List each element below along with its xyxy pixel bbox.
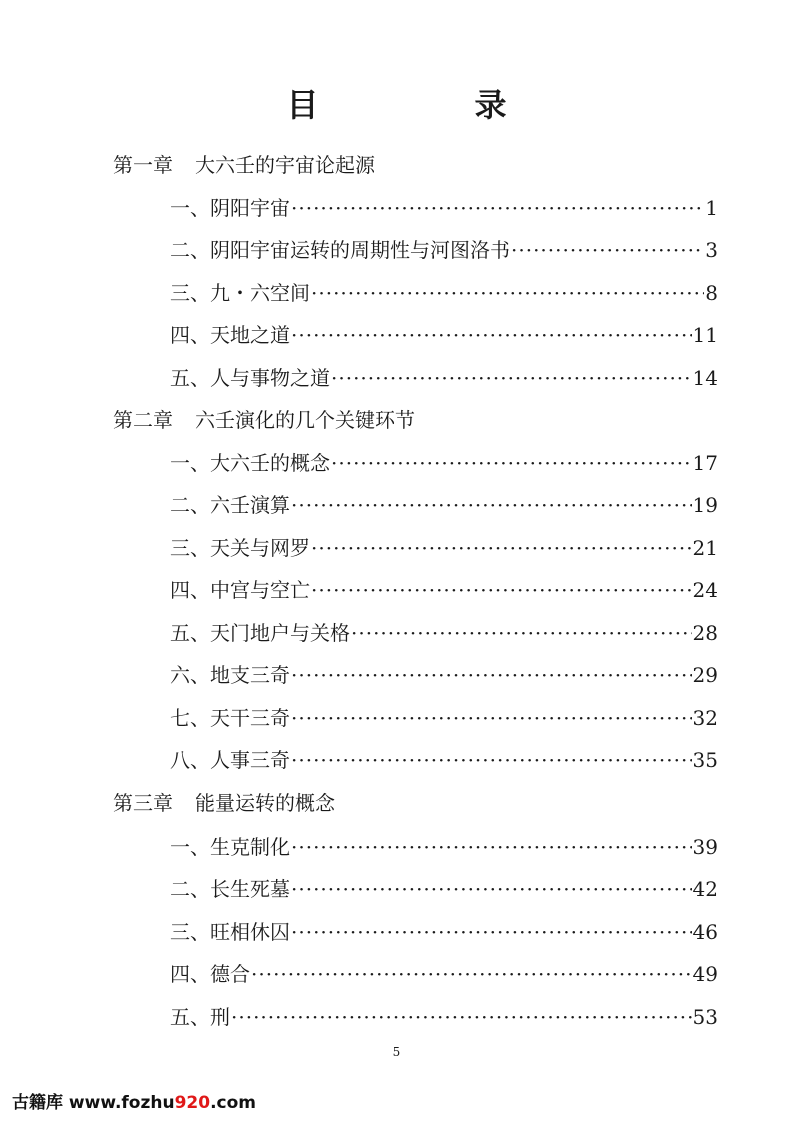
toc-entry-label: 五、天门地户与关格: [170, 621, 350, 645]
toc-entry[interactable]: [170, 1003, 718, 1031]
toc-entry-label: 六、地支三奇: [170, 663, 290, 687]
page-title: 目 录: [286, 86, 569, 124]
toc-entry[interactable]: [170, 491, 718, 519]
toc-entry-label: 四、中宫与空亡: [170, 578, 310, 602]
toc-entry-page: 29: [692, 663, 718, 687]
toc-entry-label: 一、大六壬的概念: [170, 451, 330, 475]
dot-leader: [251, 960, 692, 988]
dot-leader: [291, 321, 692, 349]
dot-leader: [291, 918, 692, 946]
toc-entry[interactable]: [170, 704, 718, 732]
dot-leader: [291, 491, 692, 519]
toc-entry-label: 三、九・六空间: [170, 281, 310, 305]
toc-entry-page: 3: [705, 238, 718, 262]
toc-entry-label: 二、六壬演算: [170, 493, 290, 517]
toc-entry-label: 七、天干三奇: [170, 706, 290, 730]
chapter-number: 第一章: [113, 153, 173, 177]
chapter-number: 第三章: [113, 791, 173, 815]
toc-entry[interactable]: [170, 534, 718, 562]
dot-leader: [291, 704, 692, 732]
toc-entry-page: 24: [692, 578, 718, 602]
toc-entry-page: 35: [692, 748, 718, 772]
chapter-heading: [113, 406, 415, 434]
toc-entry[interactable]: [170, 661, 718, 689]
watermark-tld: .com: [210, 1093, 257, 1113]
dot-leader: [511, 236, 704, 264]
chapter-heading: [113, 789, 335, 817]
toc-entry-label: 五、人与事物之道: [170, 366, 330, 390]
dot-leader: [311, 576, 692, 604]
toc-entry[interactable]: [170, 960, 718, 988]
toc-entry[interactable]: [170, 364, 718, 392]
dot-leader: [331, 364, 692, 392]
page-number: 5: [392, 1045, 401, 1059]
toc-entry-label: 五、刑: [170, 1005, 230, 1029]
chapter-title: 能量运转的概念: [195, 791, 335, 815]
toc-entry[interactable]: [170, 833, 718, 861]
toc-entry[interactable]: [170, 576, 718, 604]
toc-entry-page: 32: [692, 706, 718, 730]
toc-entry[interactable]: [170, 279, 718, 307]
toc-entry-page: 21: [692, 536, 718, 560]
toc-entry[interactable]: [170, 746, 718, 774]
toc-entry-page: 53: [692, 1005, 718, 1029]
toc-entry-label: 三、天关与网罗: [170, 536, 310, 560]
dot-leader: [291, 746, 692, 774]
toc-entry-page: 46: [692, 920, 718, 944]
dot-leader: [331, 449, 692, 477]
chapter-title: 大六壬的宇宙论起源: [195, 153, 375, 177]
toc-entry-page: 11: [692, 323, 718, 347]
toc-entry[interactable]: [170, 449, 718, 477]
dot-leader: [311, 534, 692, 562]
chapter-heading: [113, 151, 375, 179]
chapter-title: 六壬演化的几个关键环节: [195, 408, 415, 432]
toc-entry-label: 八、人事三奇: [170, 748, 290, 772]
dot-leader: [291, 833, 692, 861]
toc-entry-label: 三、旺相休囚: [170, 920, 290, 944]
watermark-number: 920: [174, 1093, 211, 1113]
toc-entry-label: 二、阴阳宇宙运转的周期性与河图洛书: [170, 238, 510, 262]
toc-entry[interactable]: [170, 918, 718, 946]
dot-leader: [311, 279, 704, 307]
toc-entry-label: 四、天地之道: [170, 323, 290, 347]
dot-leader: [291, 661, 692, 689]
toc-entry[interactable]: [170, 619, 718, 647]
toc-entry-page: 14: [692, 366, 718, 390]
toc-entry[interactable]: [170, 236, 718, 264]
toc-entry-page: 17: [692, 451, 718, 475]
toc-entry[interactable]: [170, 321, 718, 349]
toc-entry-label: 一、生克制化: [170, 835, 290, 859]
chapter-number: 第二章: [113, 408, 173, 432]
toc-entry-page: 28: [692, 621, 718, 645]
toc-entry-label: 二、长生死墓: [170, 877, 290, 901]
watermark: [12, 1088, 256, 1113]
toc-entry-page: 1: [705, 196, 718, 220]
dot-leader: [291, 875, 692, 903]
dot-leader: [351, 619, 692, 647]
toc-entry[interactable]: [170, 194, 718, 222]
dot-leader: [291, 194, 704, 222]
toc-entry-page: 19: [692, 493, 718, 517]
toc-entry-page: 49: [692, 962, 718, 986]
toc-entry-label: 四、德合: [170, 962, 250, 986]
watermark-site: 古籍库 www.fozhu: [12, 1093, 175, 1113]
toc-entry-label: 一、阴阳宇宙: [170, 196, 290, 220]
toc-entry[interactable]: [170, 875, 718, 903]
toc-entry-page: 8: [705, 281, 718, 305]
dot-leader: [231, 1003, 692, 1031]
toc-entry-page: 42: [692, 877, 718, 901]
toc-entry-page: 39: [692, 835, 718, 859]
